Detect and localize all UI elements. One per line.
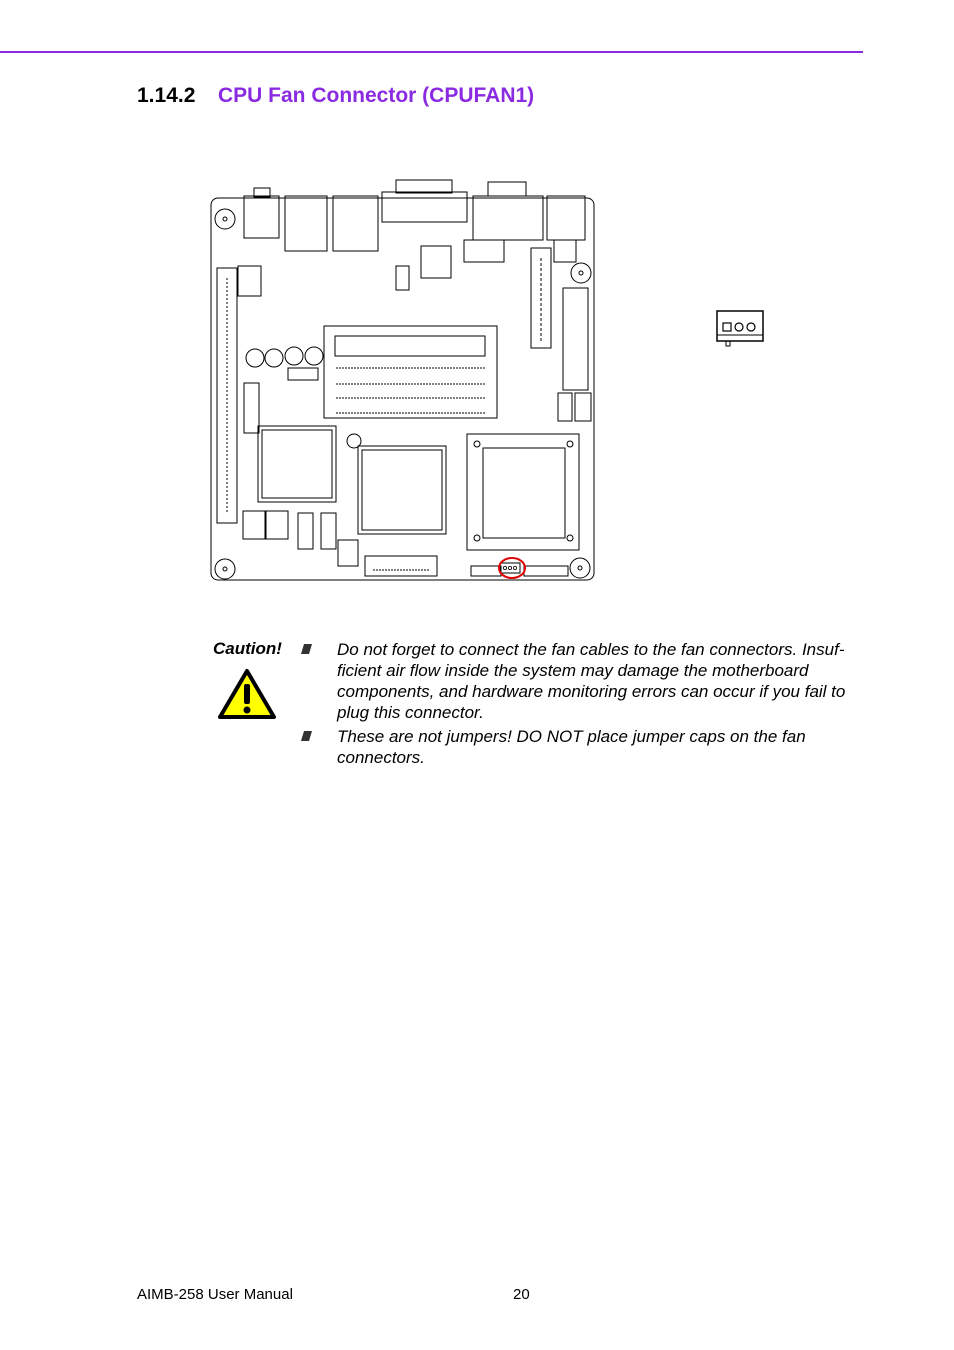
footer-page-number: 20 (513, 1286, 530, 1303)
cpufan1-connector-detail (712, 299, 770, 353)
section-heading (137, 84, 534, 108)
section-number: 1.14.2 (137, 84, 196, 107)
footer-manual-title: AIMB-258 User Manual (137, 1286, 293, 1303)
motherboard-diagram (208, 178, 600, 586)
caution-bullet-2: These are not jumpers! DO NOT place jumper caps on the fan connectors. (337, 727, 806, 767)
bullet-icon (301, 644, 312, 654)
bullet-icon (301, 731, 312, 741)
section-title: CPU Fan Connector (CPUFAN1) (218, 84, 535, 107)
caution-label: Caution! (213, 639, 282, 658)
header-rule (0, 51, 863, 53)
warning-triangle-icon (217, 668, 277, 720)
caution-bullet-1: Do not forget to connect the fan cables to the fan connectors. Insuf-ficient air flow inside the system may damage the motherboard components, and hardware monitoring errors can occur if you fail to plug this connector. (337, 640, 846, 722)
